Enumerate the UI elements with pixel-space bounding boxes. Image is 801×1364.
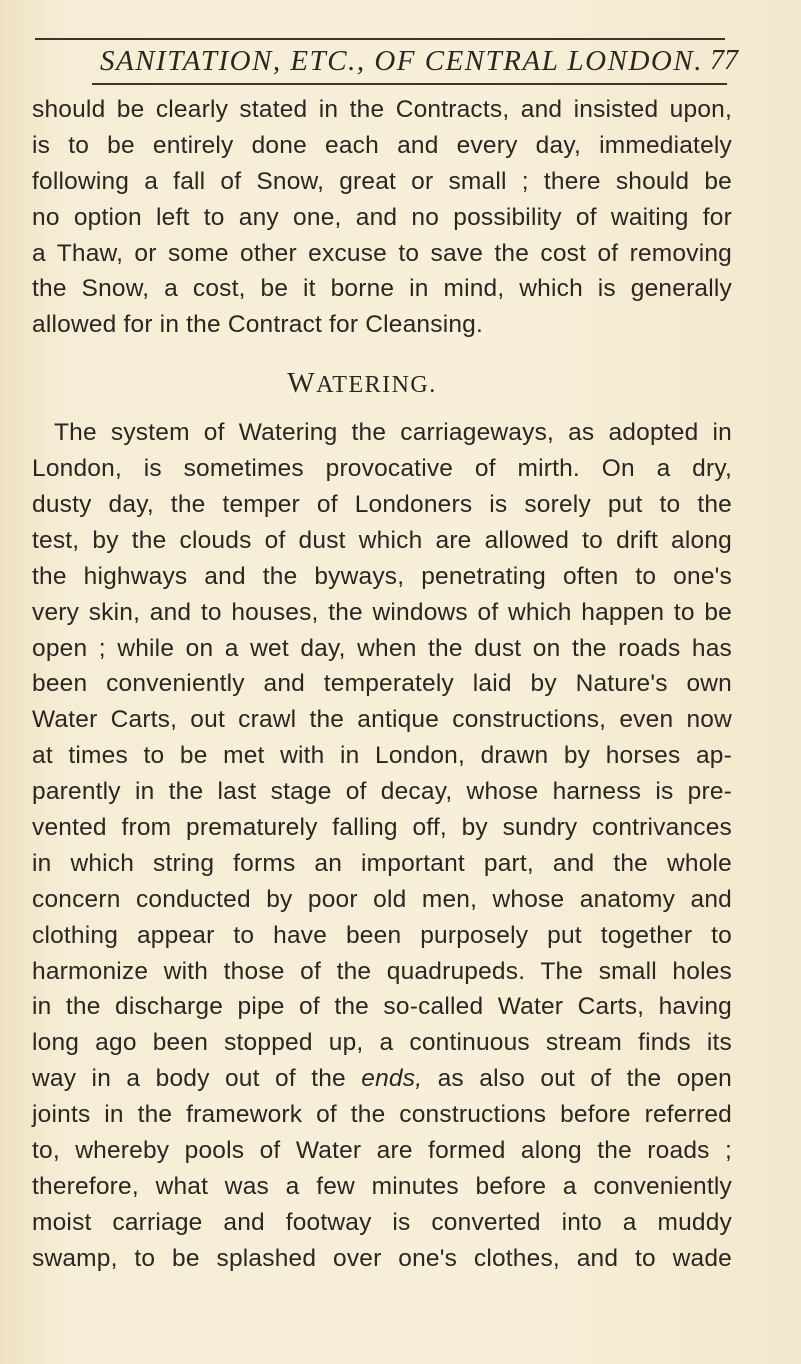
text-line: concern conducted by poor old men, whose anatomy and [32,885,732,913]
page-header [100,42,760,82]
text-line: been conveniently and temperately laid by Nature's own [32,670,732,698]
text-line: swamp, to be splashed over one's clothes, and to wade [32,1244,732,1272]
text-line: open ; while on a wet day, when the dust on the roads has [32,634,732,662]
text-line: at times to be met with in London, drawn by horses ap- [32,742,732,770]
text-line: no option left to any one, and no possibility of waiting for [32,203,732,231]
text-line: London, is sometimes provocative of mirth. On a dry, [32,455,732,483]
body-text [32,92,732,1277]
text-line: following a fall of Snow, great or small ; there should be [32,167,732,195]
paragraph-snow-removal [32,92,732,343]
text-line: vented from prematurely falling off, by sundry contrivances [32,814,732,842]
text-line: in the discharge pipe of the so-called Water Carts, having [32,993,732,1021]
text-line: should be clearly stated in the Contracts, and insisted upon, [32,96,732,123]
text-line: allowed for in the Contract for Cleansing. [32,311,483,339]
text-line: harmonize with those of the quadrupeds. The small holes [32,957,732,985]
heading-rest: ATERING. [316,372,437,399]
header-rule [92,83,727,85]
text-line: Water Carts, out crawl the antique constructions, even now [32,706,732,734]
running-head: SANITATION, ETC., OF CENTRAL LONDON. [100,45,703,77]
text-line: The system of Watering the carriageways, as adopted in [54,419,732,447]
text-line: joints in the framework of the constructions before referred [32,1101,732,1129]
text-line: the Snow, a cost, be it borne in mind, which is generally [32,275,732,303]
top-rule [35,38,725,40]
text-line: clothing appear to have been purposely put together to [32,921,732,949]
text-line: therefore, what was a few minutes before a conveniently [32,1172,732,1200]
text-line: long ago been stopped up, a continuous stream finds its [32,1029,732,1057]
heading-initial: W [287,367,317,400]
text-line: to, whereby pools of Water are formed along the roads ; [32,1137,732,1165]
page-number: 77 [710,45,738,76]
text-line: test, by the clouds of dust which are allowed to drift along [32,526,732,554]
text-line: is to be entirely done each and every day, immediately [32,131,732,159]
text-line: moist carriage and footway is converted into a muddy [32,1208,732,1236]
text-line: the highways and the byways, penetrating often to one's [32,562,732,590]
text-fragment: way in a body out of the [32,1065,362,1093]
text-line-with-emphasis [32,1061,732,1097]
section-heading-watering [32,365,732,401]
text-line: very skin, and to houses, the windows of which happen to be [32,598,732,626]
text-line: in which string forms an important part, and the whole [32,849,732,877]
text-line: a Thaw, or some other excuse to save the cost of removing [32,239,732,267]
text-line: parently in the last stage of decay, whose harness is pre- [32,778,732,806]
text-fragment: as also out of the open [422,1065,733,1093]
text-line: dusty day, the temper of Londoners is sorely put to the [32,491,732,519]
emphasized-word: ends, [361,1065,423,1093]
paragraph-watering [32,415,732,1276]
